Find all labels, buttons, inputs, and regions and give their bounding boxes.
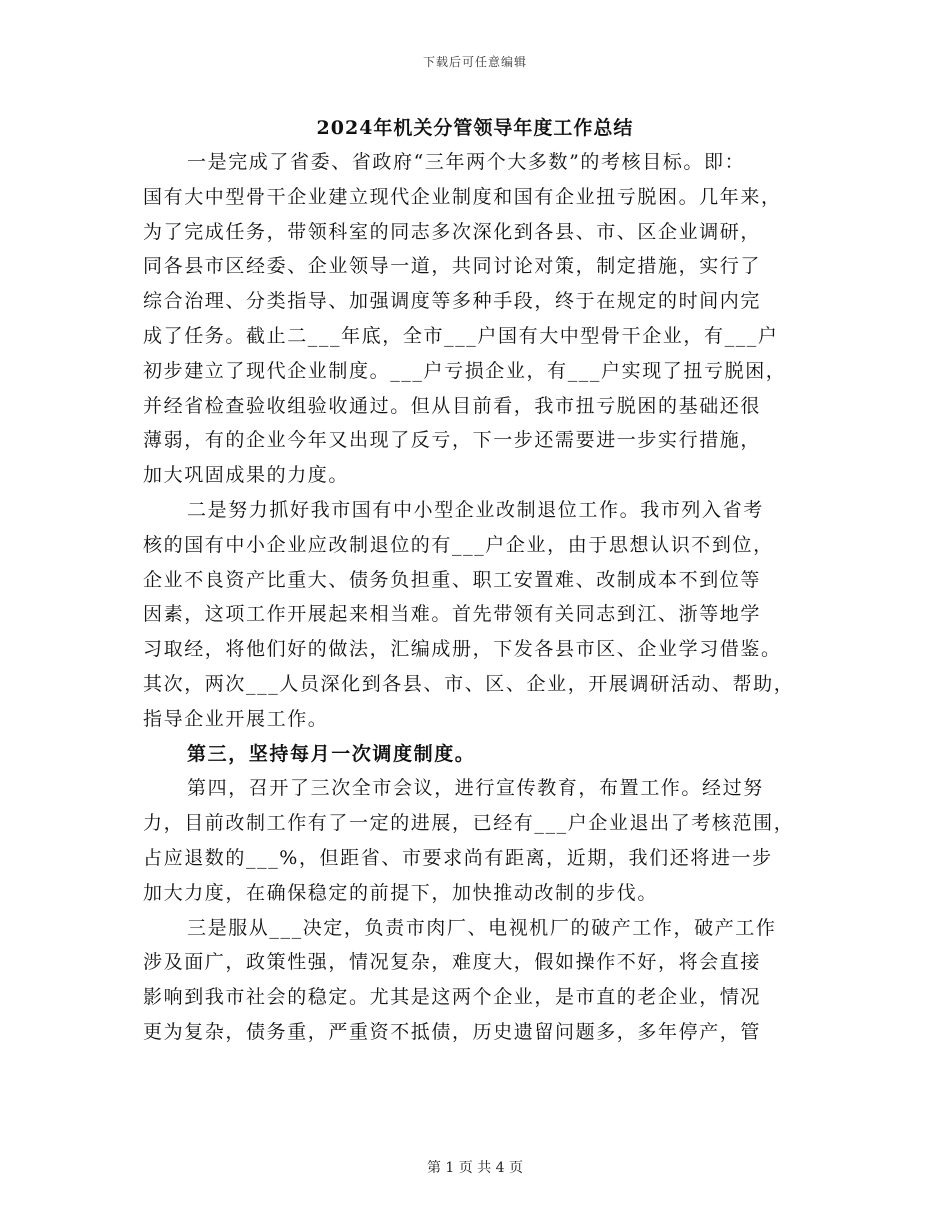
body-line: 涉及面广，政策性强，情况复杂，难度大，假如操作不好，将会直接 [143,951,762,974]
body-line: 成了任务。截止二___年底，全市___户国有大中型骨干企业，有___户 [143,324,779,347]
body-line: 为了完成任务，带领科室的同志多次深化到各县、市、区企业调研， [143,220,762,243]
body-line: 占应退数的___%，但距省、市要求尚有距离，近期，我们还将进一步 [143,846,773,869]
body-line: 初步建立了现代企业制度。___户亏损企业，有___户实现了扭亏脱困， [143,359,787,382]
document-body [143,145,811,1050]
body-line: 力，目前改制工作有了一定的进展，已经有___户企业退出了考核范围， [143,812,795,835]
body-line: 第四，召开了三次全市会议，进行宣传教育，布置工作。经过努 [187,777,764,800]
body-line: 薄弱，有的企业今年又出现了反亏，下一步还需要进一步实行措施， [143,429,762,452]
body-line: 国有大中型骨干企业建立现代企业制度和国有企业扭亏脱困。几年来， [143,185,782,208]
body-line: 并经省检查验收组验收通过。但从目前看，我市扭亏脱困的基础还很 [143,394,762,417]
body-line-heading: 第三，坚持每月一次调度制度。 [187,742,476,765]
body-line: 更为复杂，债务重，严重资不抵债，历史遗留问题多，多年停产，管 [143,1020,762,1043]
body-line: 一是完成了省委、省政府“三年两个大多数”的考核目标。即： [187,151,746,173]
document-title: 2024年机关分管领导年度工作总结 [316,117,634,139]
body-line: 加大力度，在确保稳定的前提下，加快推动改制的步伐。 [143,881,659,904]
page-header-note: 下载后可任意编辑 [422,55,527,69]
body-line: 加大巩固成果的力度。 [143,464,350,487]
body-line: 同各县市区经委、企业领导一道，共同讨论对策，制定措施，实行了 [143,255,762,278]
page-number: 第 1 页 共 4 页 [426,1160,524,1176]
body-line: 综合治理、分类指导、加强调度等多种手段，终于在规定的时间内完 [143,290,762,313]
body-line: 其次，两次___人员深化到各县、市、区、企业，开展调研活动、帮助， [143,672,795,695]
body-line: 核的国有中小企业应改制退位的有___户企业，由于思想认识不到位， [143,533,774,556]
body-line: 二是努力抓好我市国有中小型企业改制退位工作。我市列入省考 [187,498,764,521]
body-line: 因素，这项工作开展起来相当难。首先带领有关同志到江、浙等地学 [143,603,762,626]
body-line: 三是服从___决定，负责市肉厂、电视机厂的破产工作，破产工作 [187,916,777,939]
body-line: 指导企业开展工作。 [143,707,329,730]
body-line: 企业不良资产比重大、债务负担重、职工安置难、改制成本不到位等 [143,568,762,591]
body-line: 习取经，将他们好的做法，汇编成册，下发各县市区、企业学习借鉴。 [143,638,782,661]
body-line: 影响到我市社会的稳定。尤其是这两个企业，是市直的老企业，情况 [143,986,762,1009]
